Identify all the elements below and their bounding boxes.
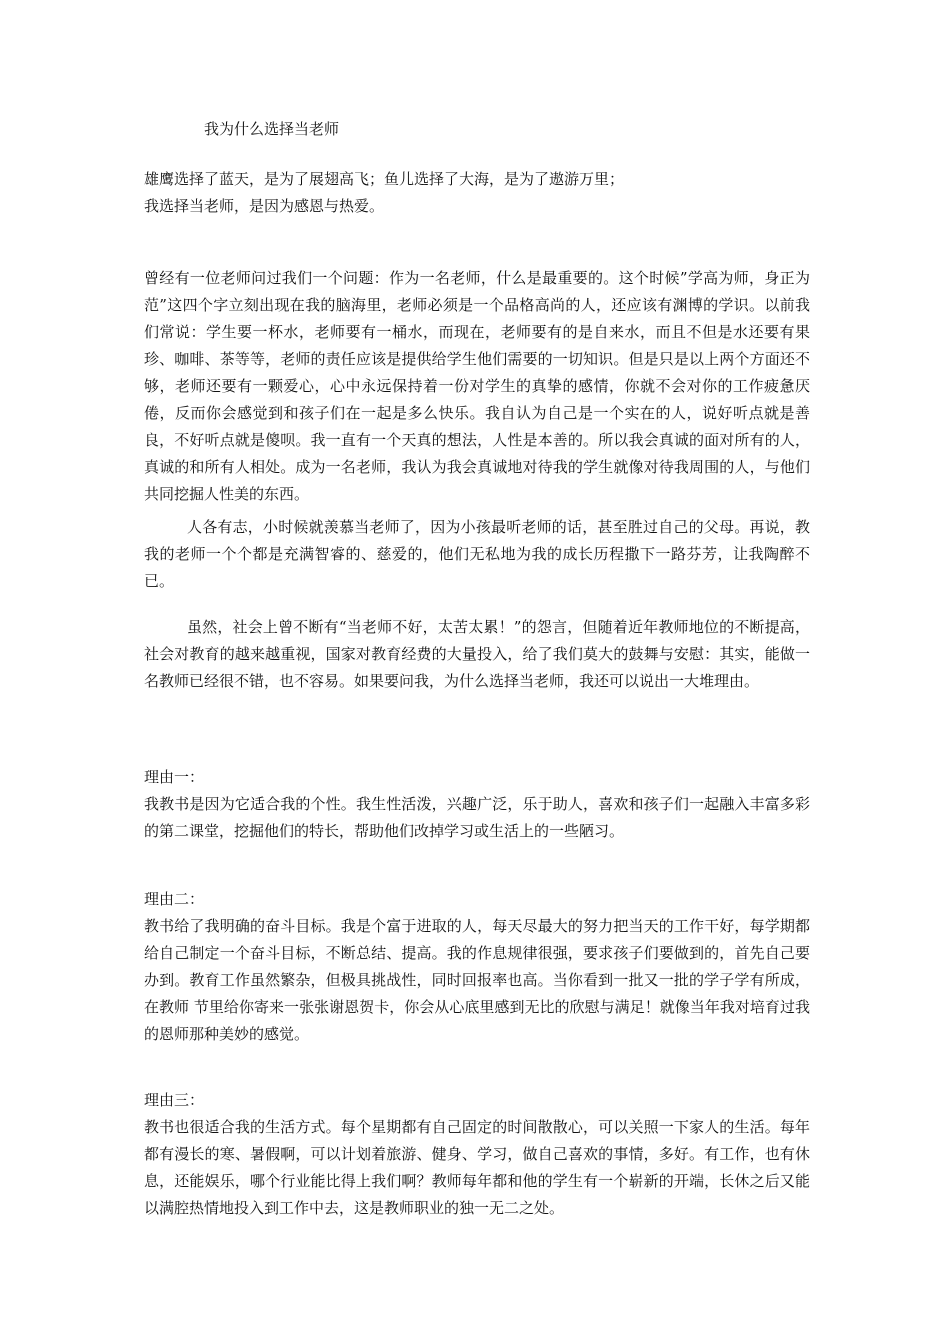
reason-3 [144,1087,810,1222]
reason-text: 教书也很适合我的生活方式。每个星期都有自己固定的时间散散心，可以关照一下家人的生活。每年都有漫长的寒、暑假啊，可以计划着旅游、健身、学习，做自己喜欢的事情，多好。有工作，也有休息，还能娱乐，哪个行业能比得上我们啊？教师每年都和他的学生有一个崭新的开端，长休之后又能以满腔热情地投入到工作中去，这是教师职业的独一无二之处。 [144,1118,810,1217]
reason-2 [144,886,810,1048]
intro-line: 雄鹰选择了蓝天，是为了展翅高飞；鱼儿选择了大海，是为了遨游万里； [144,170,625,188]
paragraph-3 [144,614,810,695]
reason-text: 我教书是因为它适合我的个性。我生性活泼，兴趣广泛，乐于助人，喜欢和孩子们一起融入丰富多彩的第二课堂，挖掘他们的特长，帮助他们改掉学习或生活上的一些陋习。 [144,795,810,840]
reason-text: 教书给了我明确的奋斗目标。我是个富于进取的人，每天尽最大的努力把当天的工作干好，每学期都给自己制定一个奋斗目标，不断总结、提高。我的作息规律很强，要求孩子们要做到的，首先自己要办到。教育工作虽然繁杂，但极具挑战性，同时回报率也高。当你看到一批又一批的学子学有所成，在教师 节里给你寄来一张张谢恩贺卡，你会从心底里感到无比的欣慰与满足！就像当年我对培育过我的恩师那种美妙的感觉。 [144,917,810,1043]
paragraph-text: 虽然，社会上曾不断有“当老师不好，太苦太累！”的怨言，但随着近年教师地位的不断提高，社会对教育的越来越重视，国家对教育经费的大量投入，给了我们莫大的鼓舞与安慰：其实，能做一名教师已经很不错，也不容易。如果要问我，为什么选择当老师，我还可以说出一大堆理由。 [144,618,810,690]
document-title: 我为什么选择当老师 [204,120,340,138]
reason-1 [144,764,810,845]
paragraph-2 [144,514,810,595]
reason-heading: 理由一： [144,768,205,786]
paragraph-1 [144,265,810,508]
paragraph-text: 曾经有一位老师问过我们一个问题：作为一名老师，什么是最重要的。这个时候”学高为师，身正为范”这四个字立刻出现在我的脑海里，老师必须是一个品格高尚的人，还应该有渊博的学识。以前我们常说：学生要一杯水，老师要有一桶水，而现在，老师要有的是自来水，而且不但是水还要有果珍、咖啡、茶等等，老师的责任应该是提供给学生他们需要的一切知识。但是只是以上两个方面还不够，老师还要有一颗爱心，心中永远保持着一份对学生的真挚的感情，你就不会对你的工作疲惫厌倦，反而你会感觉到和孩子们在一起是多么快乐。我自认为自己是一个实在的人，说好听点就是善良，不好听点就是傻呗。我一直有一个天真的想法，人性是本善的。所以我会真诚的面对所有的人，真诚的和所有人相处。成为一名老师，我认为我会真诚地对待我的学生就像对待我周围的人，与他们共同挖掘人性美的东西。 [144,269,810,503]
intro-block [144,166,810,220]
reason-heading: 理由二： [144,890,205,908]
reason-heading: 理由三： [144,1091,205,1109]
paragraph-text: 人各有志，小时候就羡慕当老师了，因为小孩最听老师的话，甚至胜过自己的父母。再说，教我的老师一个个都是充满智睿的、慈爱的，他们无私地为我的成长历程撒下一路芬芳，让我陶醉不已。 [144,518,810,590]
intro-line: 我选择当老师，是因为感恩与热爱。 [144,197,385,215]
